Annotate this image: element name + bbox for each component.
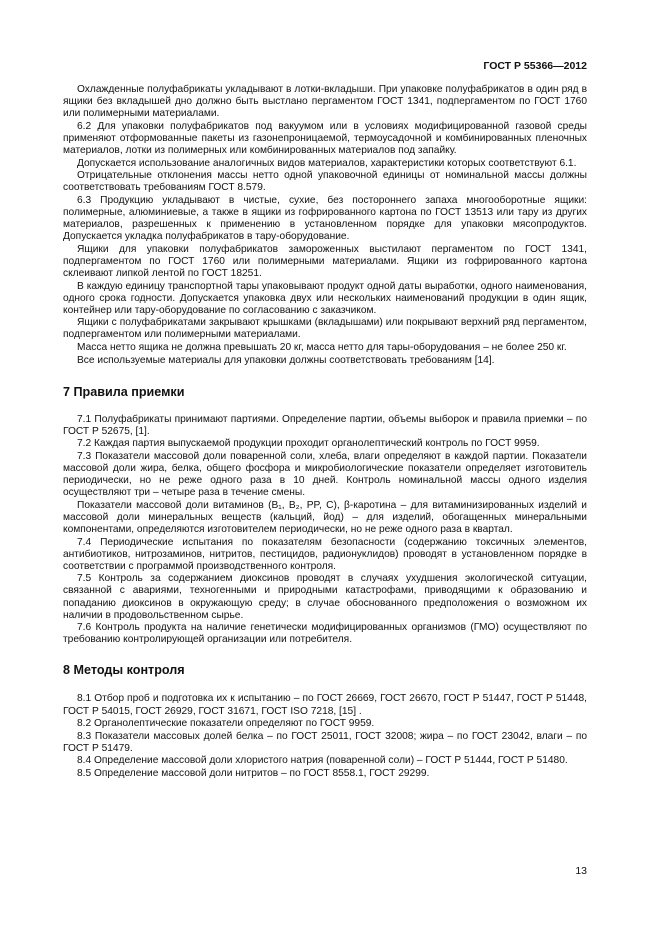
paragraph: Показатели массовой доли витаминов (B₁, B₂, PP, C), β-каротина – для витаминизированных изделий и массовой доли минеральных веществ (кальций, йод) – для изделий, обогащенных минеральными компонентами, определяются изготовителем периодически, но не реже одного раза в квартал. [63, 499, 587, 535]
paragraph: 8.5 Определение массовой доли нитритов – по ГОСТ 8558.1, ГОСТ 29299. [77, 768, 430, 779]
paragraph: 6.2 Для упаковки полуфабрикатов под вакуумом или в условиях модифицированной газовой среды применяют отформованные пакеты из газонепроницаемой, термоусадочной и комбинированных пленочных материалов, лотки из полимерных или комбинированных материалов под запайку. [63, 120, 587, 156]
paragraph: 8.3 Показатели массовых долей белка – по ГОСТ 25011, ГОСТ 32008; жира – по ГОСТ 23042, влаги – по ГОСТ Р 51479. [63, 730, 587, 754]
paragraph: 6.3 Продукцию укладывают в чистые, сухие, без постороннего запаха многооборотные ящики: полимерные, алюминиевые, а также в ящики из гофрированного картона по ГОСТ 13513 или тару из других материалов, разрешенных к применению в установленном порядке для упаковки мясопродуктов. Допускается укладка полуфабрикатов в тару-оборудование. [63, 194, 587, 243]
document-body [63, 84, 587, 781]
paragraph: 8.2 Органолептические показатели определяют по ГОСТ 9959. [77, 718, 375, 730]
section-heading: 7 Правила приемки [63, 384, 185, 399]
paragraph: 7.4 Периодические испытания по показателям безопасности (содержанию токсичных элементов, антибиотиков, нитрозаминов, нитритов, пестицидов, радионуклидов) проводят в установленном порядке в соответствии с программой производственного контроля. [63, 536, 587, 572]
paragraph: Допускается использование аналогичных видов материалов, характеристики которых соответствуют 6.1. [77, 157, 577, 169]
paragraph: 8.1 Отбор проб и подготовка их к испытанию – по ГОСТ 26669, ГОСТ 26670, ГОСТ Р 51447, ГОСТ Р 51448, ГОСТ Р 54015, ГОСТ 26929, ГОСТ 31671, ГОСТ ISO 7218, [15] . [63, 693, 587, 717]
paragraph: Охлажденные полуфабрикаты укладывают в лотки-вкладыши. При упаковке полуфабрикатов в один ряд в ящики без вкладышей дно должно быть выстлано пергаментом ГОСТ 1341, подпергаментом по ГОСТ 1760 или полимерными материалами. [63, 84, 587, 120]
paragraph: 7.3 Показатели массовой доли поваренной соли, хлеба, влаги определяют в каждой партии. Показатели массовой доли жира, белка, общего фосфора и микробиологические показатели определяет изготовитель периодически, но не реже одного раза в 10 дней. Контроль номинальной массы одного изделия осуществляют три – четыре раза в течение смены. [63, 450, 587, 499]
paragraph: Ящики для упаковки полуфабрикатов замороженных выстилают пергаментом по ГОСТ 1341, подпергаментом по ГОСТ 1760 или полимерными материалами. Ящики из гофрированного картона склеивают липкой лентой по ГОСТ 18251. [63, 243, 587, 279]
paragraph: В каждую единицу транспортной тары упаковывают продукт одной даты выработки, одного наименования, одного срока годности. Допускается упаковка двух или нескольких наименований продукции в один ящик, контейнер или тару-оборудование по согласованию с заказчиком. [63, 280, 587, 316]
paragraph: 8.4 Определение массовой доли хлористого натрия (поваренной соли) – ГОСТ Р 51444, ГОСТ Р 51480. [77, 755, 568, 767]
section-heading: 8 Методы контроля [63, 663, 185, 678]
paragraph: Ящики с полуфабрикатами закрывают крышками (вкладышами) или покрывают верхний ряд пергаментом, подпергаментом или полимерными материалами. [63, 317, 587, 341]
paragraph: Масса нетто ящика не должна превышать 20 кг, масса нетто для тары-оборудования – не более 250 кг. [77, 341, 567, 353]
paragraph: 7.6 Контроль продукта на наличие генетически модифицированных организмов (ГМО) осуществляют по требованию контролирующей организации или потребителя. [63, 622, 587, 646]
page-header: ГОСТ Р 55366—2012 [483, 60, 587, 72]
paragraph: 7.1 Полуфабрикаты принимают партиями. Определение партии, объемы выборок и правила приемки – по ГОСТ Р 52675, [1]. [63, 413, 587, 437]
paragraph: Все используемые материалы для упаковки должны соответствовать требованиям [14]. [77, 354, 495, 366]
paragraph: 7.2 Каждая партия выпускаемой продукции проходит органолептический контроль по ГОСТ 9959. [77, 438, 540, 450]
paragraph: 7.5 Контроль за содержанием диоксинов проводят в случаях ухудшения экологической ситуации, связанной с авариями, техногенными и природными катастрофами, приводящими к образованию и попаданию диоксинов в окружающую среду; в случае обоснованного предположения о возможном их наличии в продовольственном сырье. [63, 573, 587, 621]
paragraph: Отрицательные отклонения массы нетто одной упаковочной единицы от номинальной массы должны соответствовать требованиям ГОСТ 8.579. [63, 170, 587, 194]
page-number: 13 [575, 865, 587, 877]
